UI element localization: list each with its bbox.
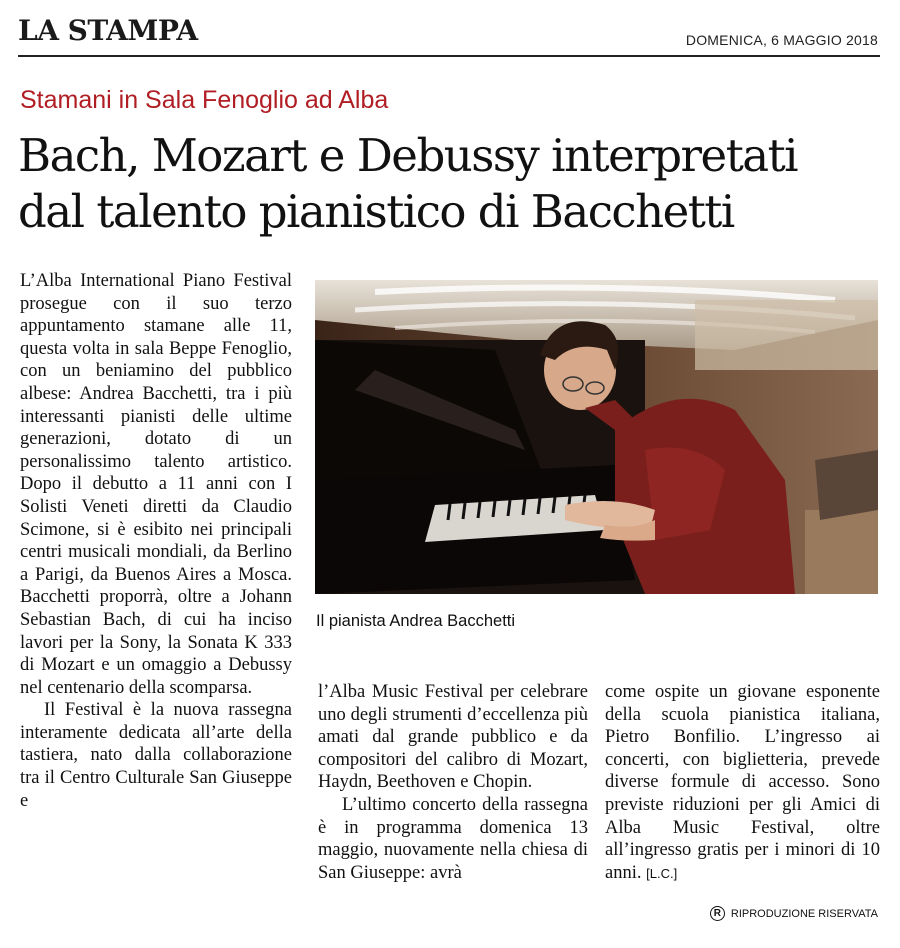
article-column-1 xyxy=(20,270,292,812)
headline-line-1: Bach, Mozart e Debussy interpretati xyxy=(18,129,798,182)
masthead-rule xyxy=(18,55,880,57)
article-paragraph xyxy=(605,681,880,885)
headline-line-2: dal talento pianistico di Bacchetti xyxy=(18,185,734,238)
dateline: DOMENICA, 6 MAGGIO 2018 xyxy=(685,32,878,48)
article-paragraph: L’ultimo concerto della rassegna è in programma domenica 13 maggio, nuovamente nella chiesa di San Giuseppe: avrà xyxy=(318,794,588,883)
author-initials: [L.C.] xyxy=(646,865,678,881)
article-paragraph: Il Festival è la nuova rassegna interamente dedicata all’arte della tastiera, nato dalla collaborazione tra il Centro Culturale San Giuseppe e xyxy=(20,700,292,811)
article-text: come ospite un giovane esponente della scuola pianistica italiana, Pietro Bonfilio. L’ingresso ai concerti, con biglietteria, prevede diverse formule di accesso. Sono previste riduzioni per gli Amici di Alba Music Festival, oltre all’ingresso gratis per i minori di 10 anni. xyxy=(605,682,880,883)
registered-icon: R xyxy=(710,906,725,921)
copyright-text: RIPRODUZIONE RISERVATA xyxy=(730,907,878,920)
article-column-2 xyxy=(318,681,588,884)
pianist-photo xyxy=(315,280,878,594)
article-column-3 xyxy=(605,681,880,885)
article-paragraph: l’Alba Music Festival per celebrare uno degli strumenti d’eccellenza più amati dal grande pubblico e da compositori del calibro di Mozart, Haydn, Beethoven e Chopin. xyxy=(318,682,588,793)
masthead: LA STAMPA xyxy=(18,14,198,47)
headline xyxy=(18,128,888,240)
copyright-notice xyxy=(710,906,878,921)
kicker: Stamani in Sala Fenoglio ad Alba xyxy=(20,86,389,114)
photo-caption: Il pianista Andrea Bacchetti xyxy=(316,612,516,630)
article-paragraph: L’Alba International Piano Festival prosegue con il suo terzo appuntamento stamane alle 11, questa volta in sala Beppe Fenoglio, con un beniamino del pubblico albese: Andrea Bacchetti, tra i più interessanti pianisti delle ultime generazioni, dotato di un personalissimo talento artistico. Dopo il debutto a 11 anni con I Solisti Veneti diretti da Claudio Scimone, si è esibito nei principali centri musicali mondiali, da Berlino a Parigi, da Buenos Aires a Mosca. Bacchetti proporrà, oltre a Johann Sebastian Bach, di cui ha inciso lavori per la Sony, la Sonata K 333 di Mozart e un omaggio a Debussy nel centenario della scomparsa. xyxy=(20,271,292,698)
